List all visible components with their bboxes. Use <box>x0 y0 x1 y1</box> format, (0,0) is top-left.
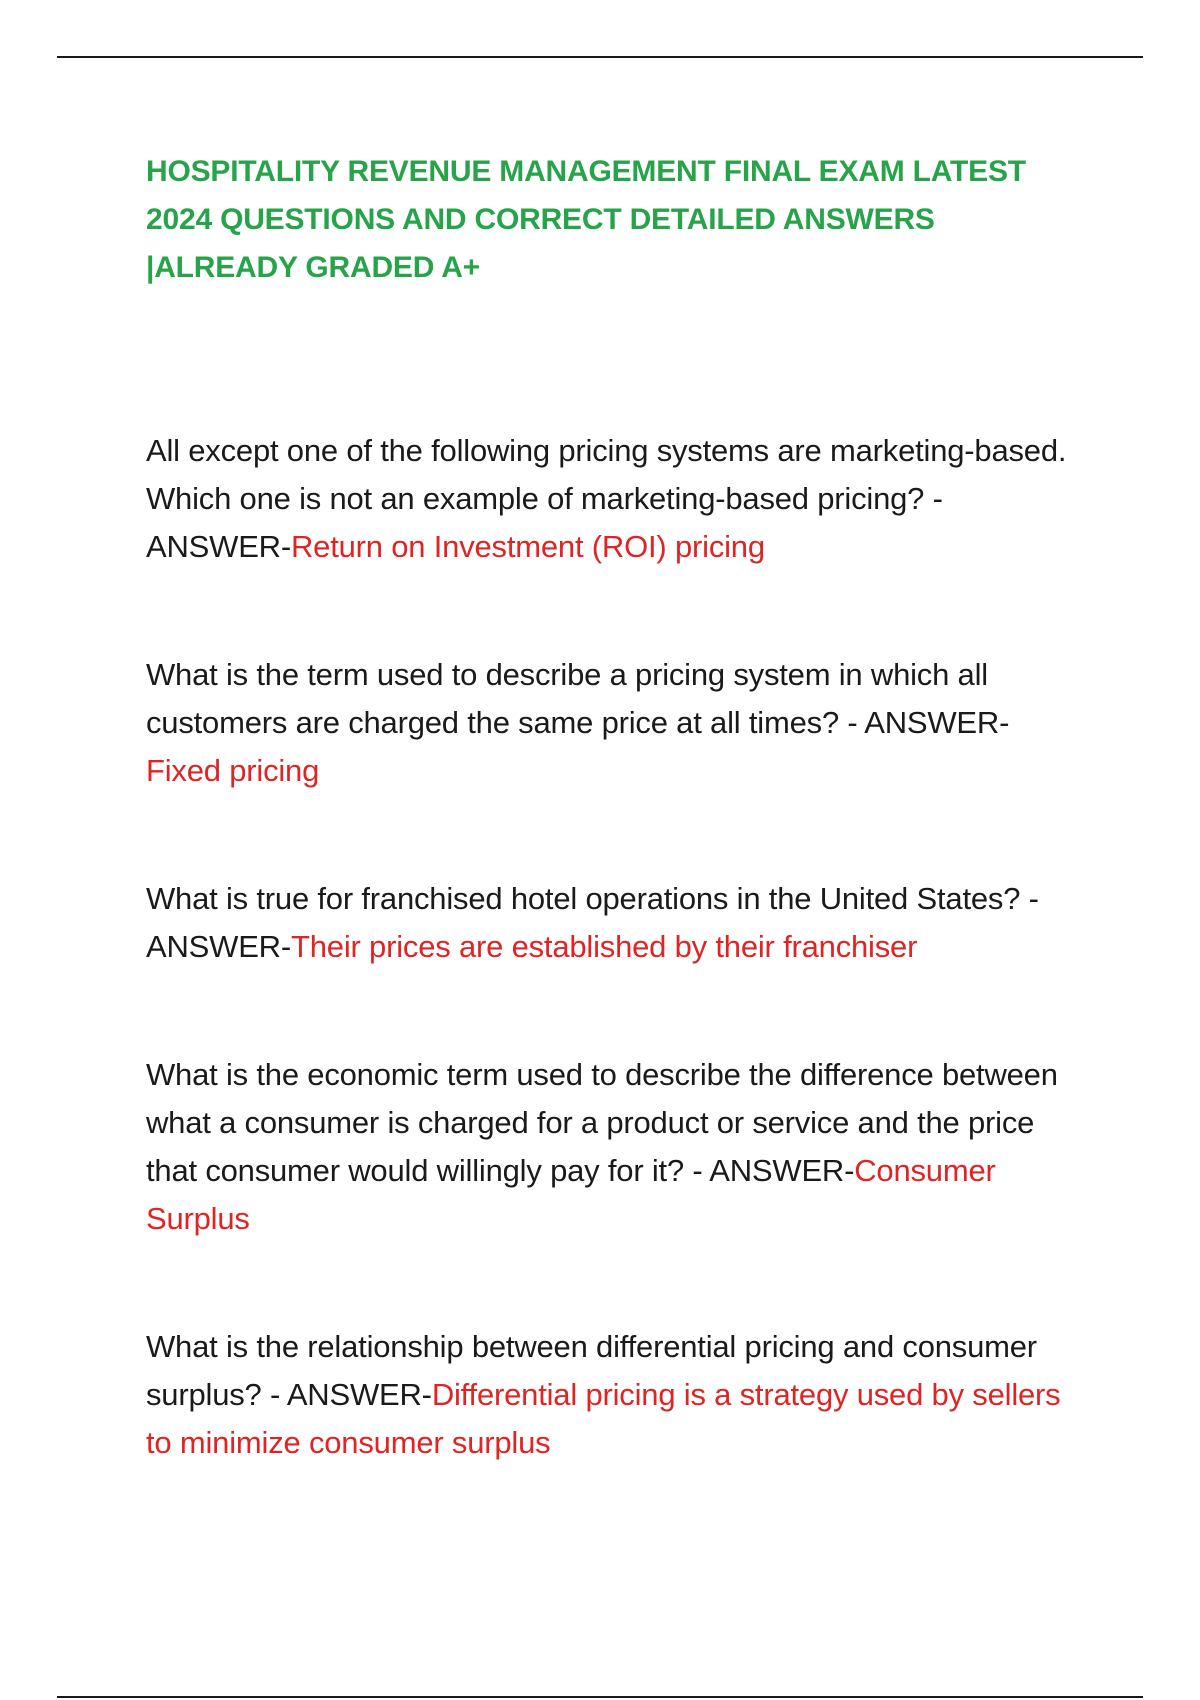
question-text: What is the relationship between differential pricing and consumer surplus? <box>146 1329 1037 1412</box>
document-title: HOSPITALITY REVENUE MANAGEMENT FINAL EXAM LATEST 2024 QUESTIONS AND CORRECT DETAILED ANSWERS |ALREADY GRADED A+ <box>146 155 1026 284</box>
qa-list <box>146 427 1076 1467</box>
answer-marker: - ANSWER- <box>261 1377 432 1412</box>
qa-item <box>146 1051 1076 1243</box>
qa-item <box>146 875 1076 971</box>
qa-item <box>146 651 1076 795</box>
answer-marker: - ANSWER- <box>146 881 1039 964</box>
qa-item <box>146 427 1076 571</box>
question-text: What is the economic term used to describe the difference between what a consumer is charged for a product or service and the price that consumer would willingly pay for it? <box>146 1057 1058 1188</box>
answer-text: Consumer Surplus <box>146 1153 996 1236</box>
question-text: All except one of the following pricing systems are marketing-based. Which one is not an example of marketing-based pricing? <box>146 433 1067 516</box>
bottom-rule <box>57 1696 1143 1698</box>
question-text: What is the term used to describe a pricing system in which all customers are charged the same price at all times? <box>146 657 988 740</box>
answer-text: Their prices are established by their franchiser <box>291 929 918 964</box>
answer-text: Differential pricing is a strategy used by sellers to minimize consumer surplus <box>146 1377 1061 1460</box>
answer-text: Return on Investment (ROI) pricing <box>291 529 765 564</box>
question-text: What is true for franchised hotel operations in the United States? <box>146 881 1021 916</box>
answer-text: Fixed pricing <box>146 753 320 788</box>
qa-item <box>146 1323 1076 1467</box>
answer-marker: - ANSWER- <box>684 1153 855 1188</box>
document-body <box>146 148 1076 1547</box>
answer-marker: - ANSWER- <box>146 481 943 564</box>
answer-marker: - ANSWER- <box>838 705 1010 740</box>
top-rule <box>57 56 1143 58</box>
